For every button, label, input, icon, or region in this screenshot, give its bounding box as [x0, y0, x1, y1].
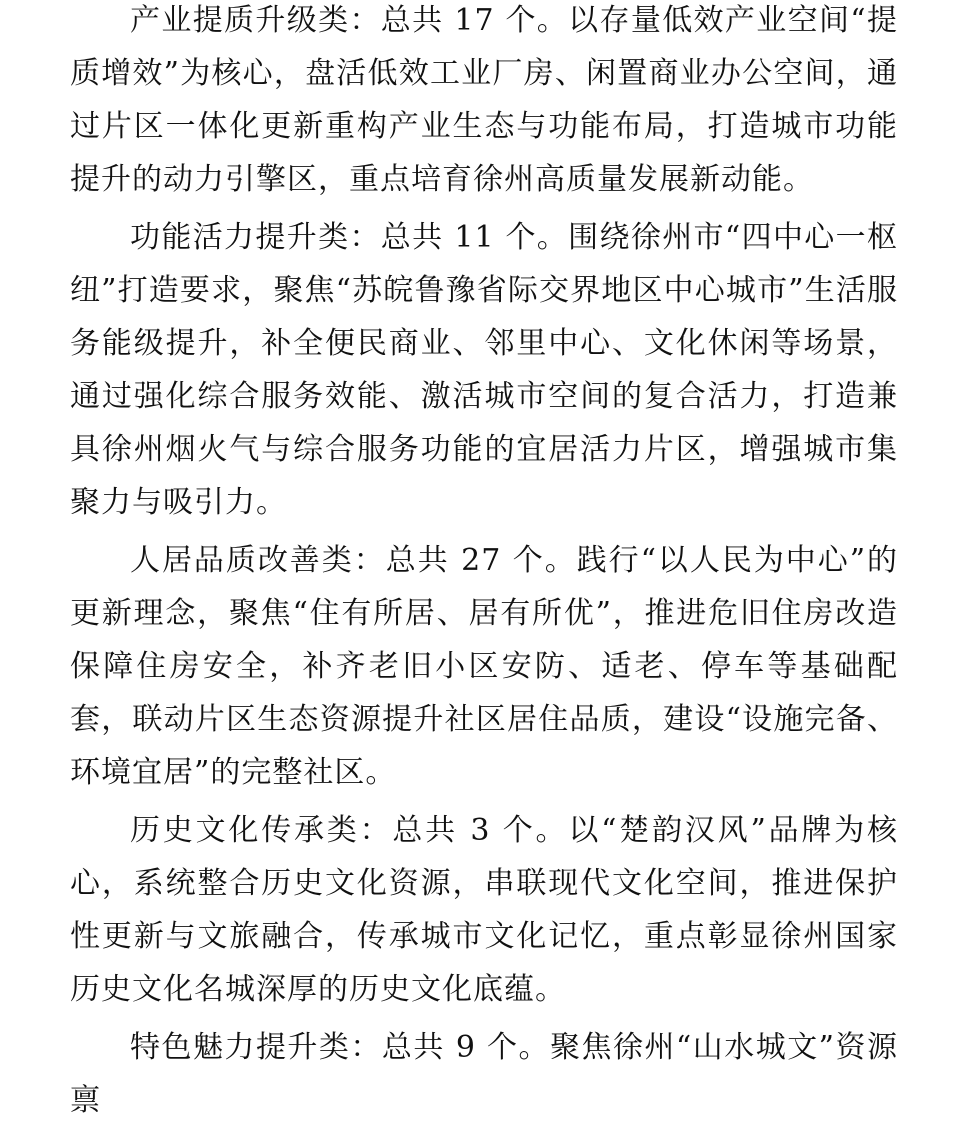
paragraph-industry-upgrade: 产业提质升级类：总共 17 个。以存量低效产业空间“提质增效”为核心，盘活低效工业厂房、闲置商业办公空间，通过片区一体化更新重构产业生态与功能布局，打造城市功能提升的动力引擎区，重点培育徐州高质量发展新动能。: [70, 3, 898, 197]
paragraph-historical-culture: 历史文化传承类：总共 3 个。以“楚韵汉风”品牌为核心，系统整合历史文化资源，串联现代文化空间，推进保护性更新与文旅融合，传承城市文化记忆，重点彰显徐州国家历史文化名城深厚的历史文化底蕴。: [70, 813, 898, 1007]
document-page: [70, 0, 898, 1132]
paragraph-function-vitality: 功能活力提升类：总共 11 个。围绕徐州市“四中心一枢纽”打造要求，聚焦“苏皖鲁豫省际交界地区中心城市”生活服务能级提升，补全便民商业、邻里中心、文化休闲等场景，通过强化综合服务效能、激活城市空间的复合活力，打造兼具徐州烟火气与综合服务功能的宜居活力片区，增强城市集聚力与吸引力。: [70, 220, 898, 520]
paragraph-characteristic-charm: 特色魅力提升类：总共 9 个。聚焦徐州“山水城文”资源禀: [70, 1030, 898, 1118]
paragraph-living-quality: 人居品质改善类：总共 27 个。践行“以人民为中心”的更新理念，聚焦“住有所居、居有所优”，推进危旧住房改造保障住房安全，补齐老旧小区安防、适老、停车等基础配套，联动片区生态资源提升社区居住品质，建设“设施完备、环境宜居”的完整社区。: [70, 543, 898, 790]
